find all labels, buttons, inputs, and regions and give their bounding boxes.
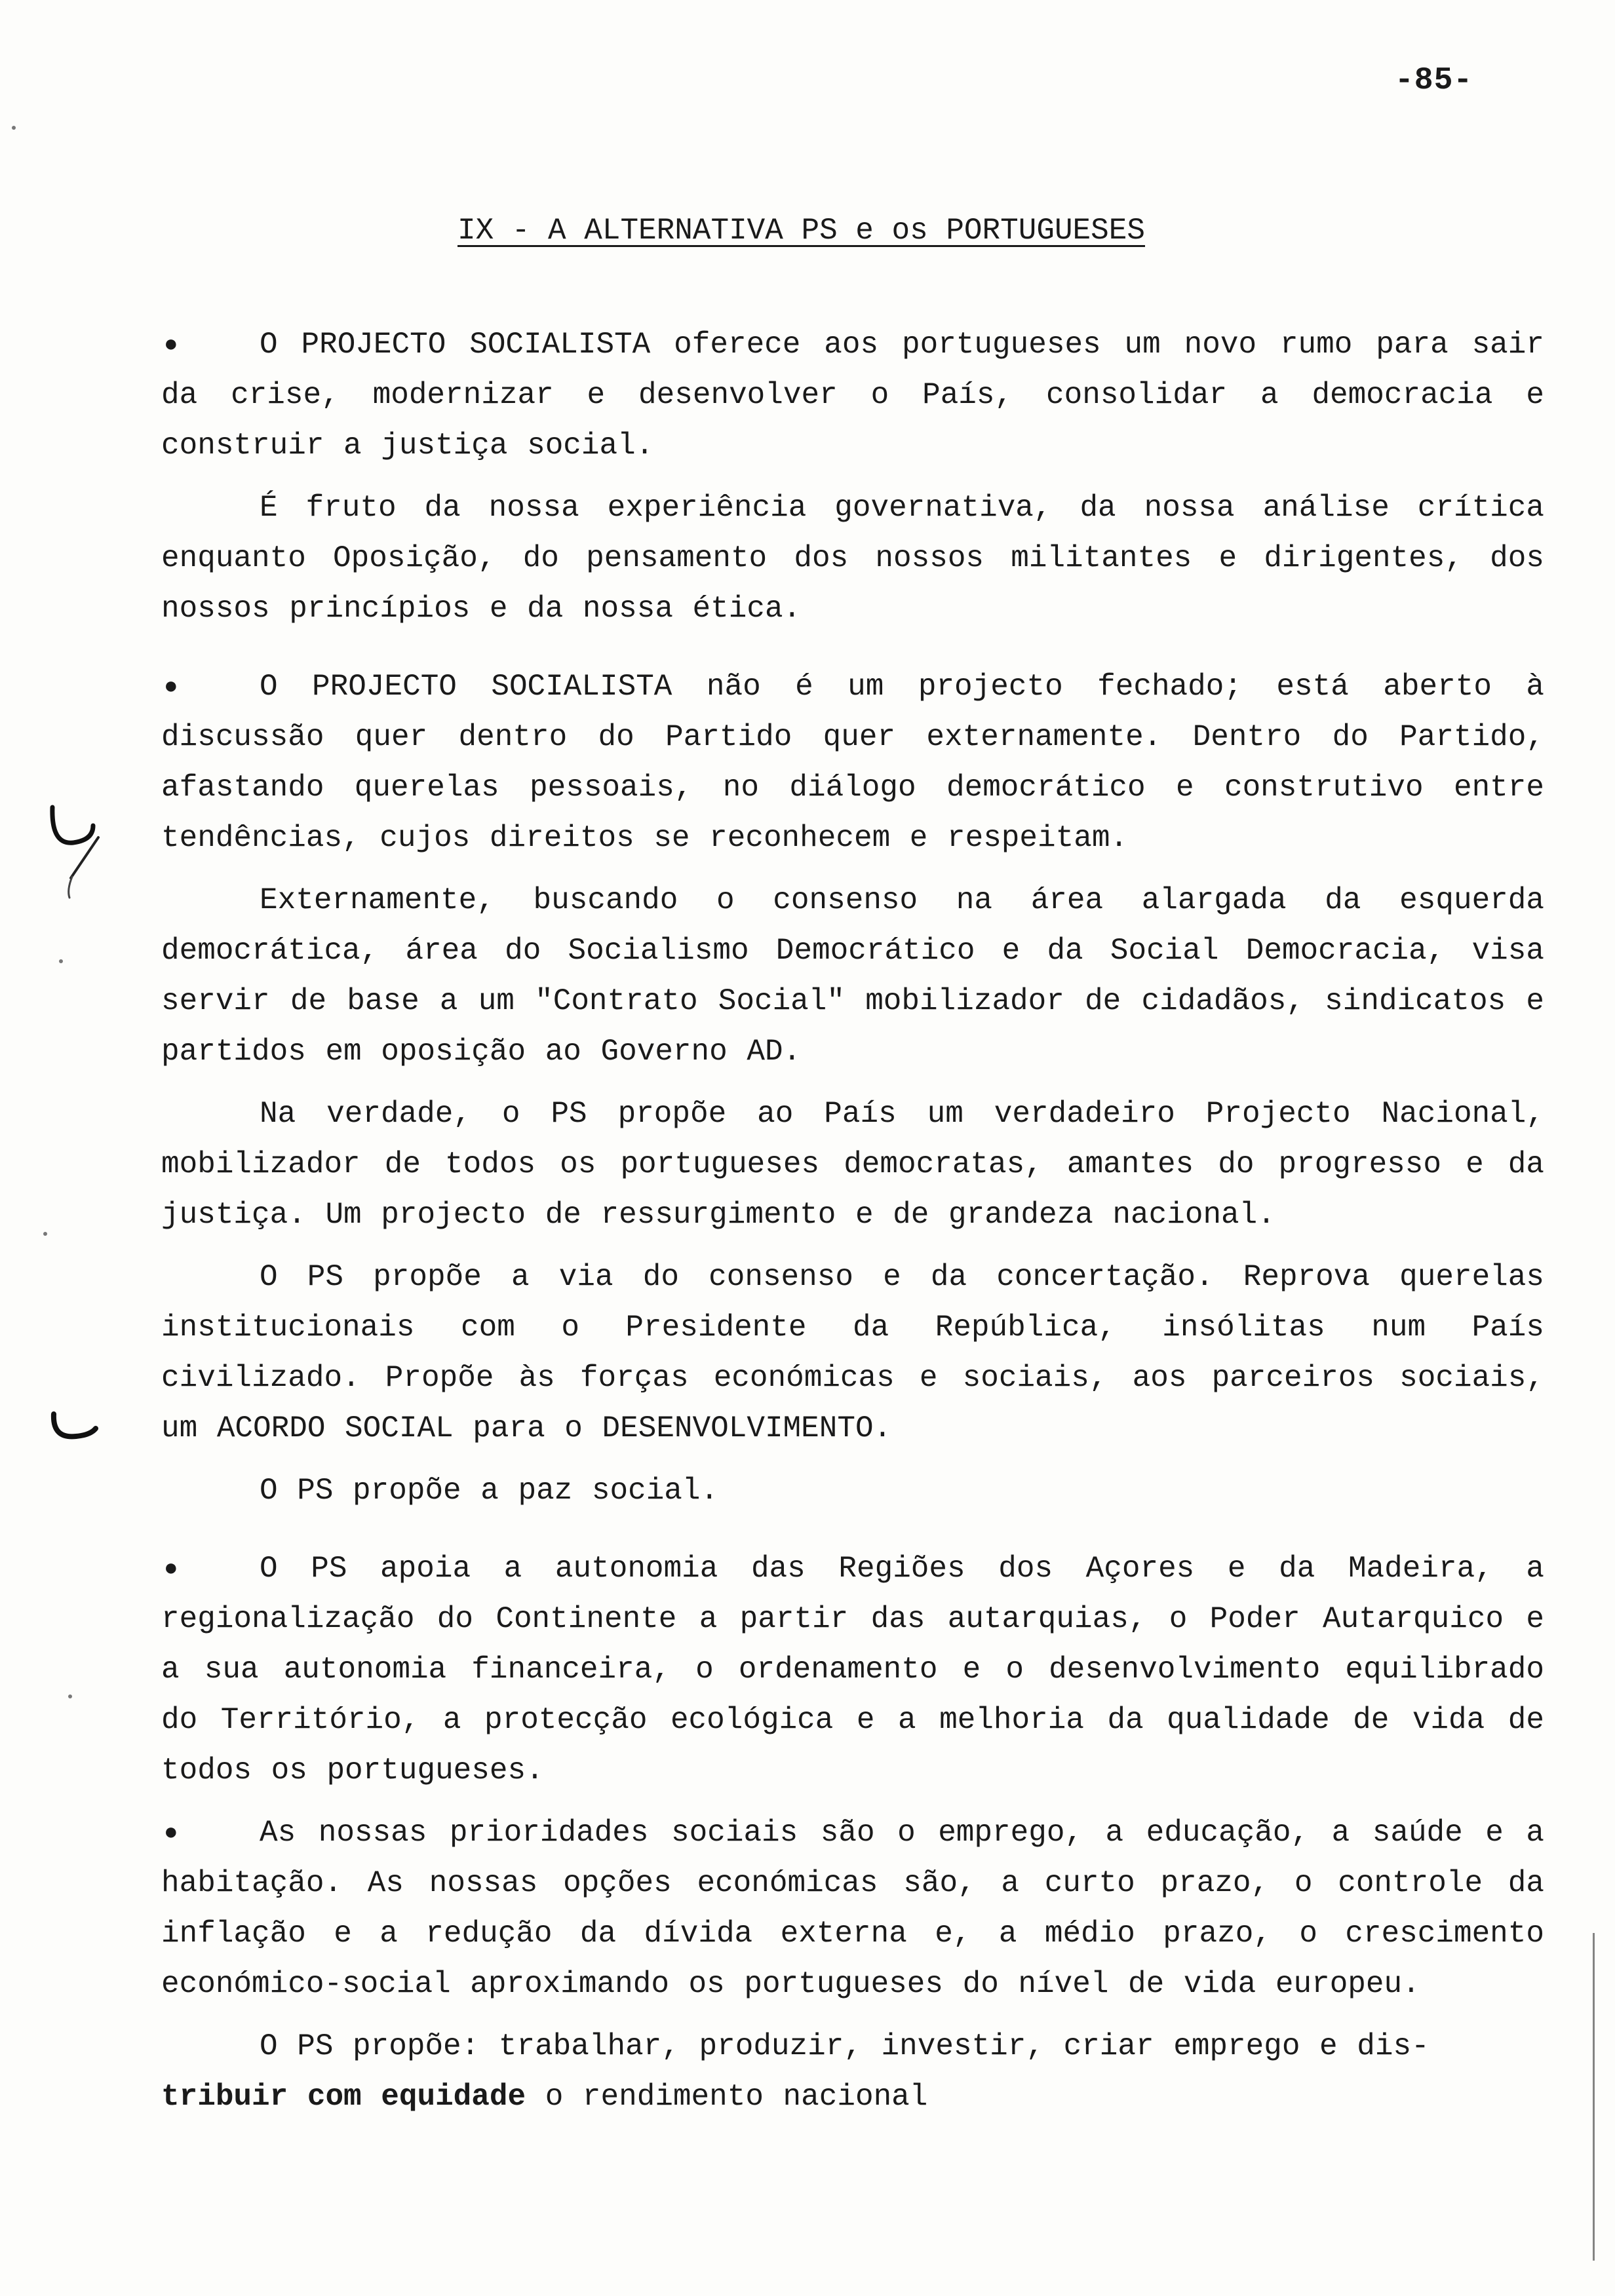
scan-speck	[43, 1232, 47, 1236]
paragraph: Externamente, buscando o consenso na área alargada da esquerda democrática, área do Socialismo Democrático e da Social Democracia, visa servir de base a um "Contrato Social" mobilizador de cidadãos, sindicatos e partidos em oposição ao Governo AD.	[161, 883, 1544, 1069]
document-body	[161, 320, 1544, 2122]
paragraph: É fruto da nossa experiência governativa, da nossa análise crítica enquanto Oposição, do pensamento dos nossos militantes e dirigentes, dos nossos princípios e da nossa ética.	[161, 491, 1544, 626]
scan-speck	[12, 126, 16, 130]
paragraph: O PS propõe a paz social.	[260, 1474, 719, 1508]
paragraph-bullet: ● As nossas prioridades sociais são o emprego, a educação, a saúde e a habitação. As nossas opções económicas são, a curto prazo, o controle da inflação e a redução da dívida externa e, a médio prazo, o crescimento económico-social aproximando os portugueses do nível de vida europeu.	[161, 1808, 1544, 2010]
section-title: IX - A ALTERNATIVA PS e os PORTUGUESES	[457, 214, 1145, 248]
paragraph-bullet: ● O PROJECTO SOCIALISTA oferece aos portugueses um novo rumo para sair da crise, modernizar e desenvolver o País, consolidar a democracia e construir a justiça social.	[161, 320, 1544, 471]
paragraph-bullet: ● O PROJECTO SOCIALISTA não é um projecto fechado; está aberto à discussão quer dentro do Partido quer externamente. Dentro do Partido, afastando querelas pessoais, no diálogo democrático e construtivo entre tendências, cujos direitos se reconhecem e respeitam.	[161, 662, 1544, 864]
paragraph: O PS propõe a via do consenso e da concertação. Reprova querelas institucionais com o Presidente da República, insólitas num País civilizado. Propõe às forças económicas e sociais, aos parceiros sociais, um ACORDO SOCIAL para o DESENVOLVIMENTO.	[161, 1260, 1544, 1445]
scan-speck	[68, 1694, 72, 1698]
paragraph: Na verdade, o PS propõe ao País um verdadeiro Projecto Nacional, mobilizador de todos os portugueses democratas, amantes do progresso e da justiça. Um projecto de ressurgimento e de grandeza nacional.	[161, 1097, 1544, 1232]
margin-bracket-mark	[47, 799, 106, 904]
margin-curve-mark	[47, 1409, 106, 1448]
closing-bold: tribuir com equidade	[161, 2080, 526, 2114]
paragraph-bullet: ● O PS apoia a autonomia das Regiões dos Açores e da Madeira, a regionalização do Continente a partir das autarquias, o Poder Autarquico e a sua autonomia financeira, o ordenamento e o desenvolvimento equilibrado do Território, a protecção ecológica e a melhoria da qualidade de vida de todos os portugueses.	[161, 1544, 1544, 1796]
scan-edge-line	[1593, 1933, 1595, 2261]
closing-end: o rendimento nacional	[526, 2080, 928, 2114]
page-number: -85-	[1395, 63, 1473, 98]
closing-paragraph	[161, 2021, 1544, 2122]
closing-lead: O PS propõe: trabalhar, produzir, investir, criar emprego e dis-	[260, 2029, 1430, 2063]
scan-speck	[59, 959, 63, 963]
